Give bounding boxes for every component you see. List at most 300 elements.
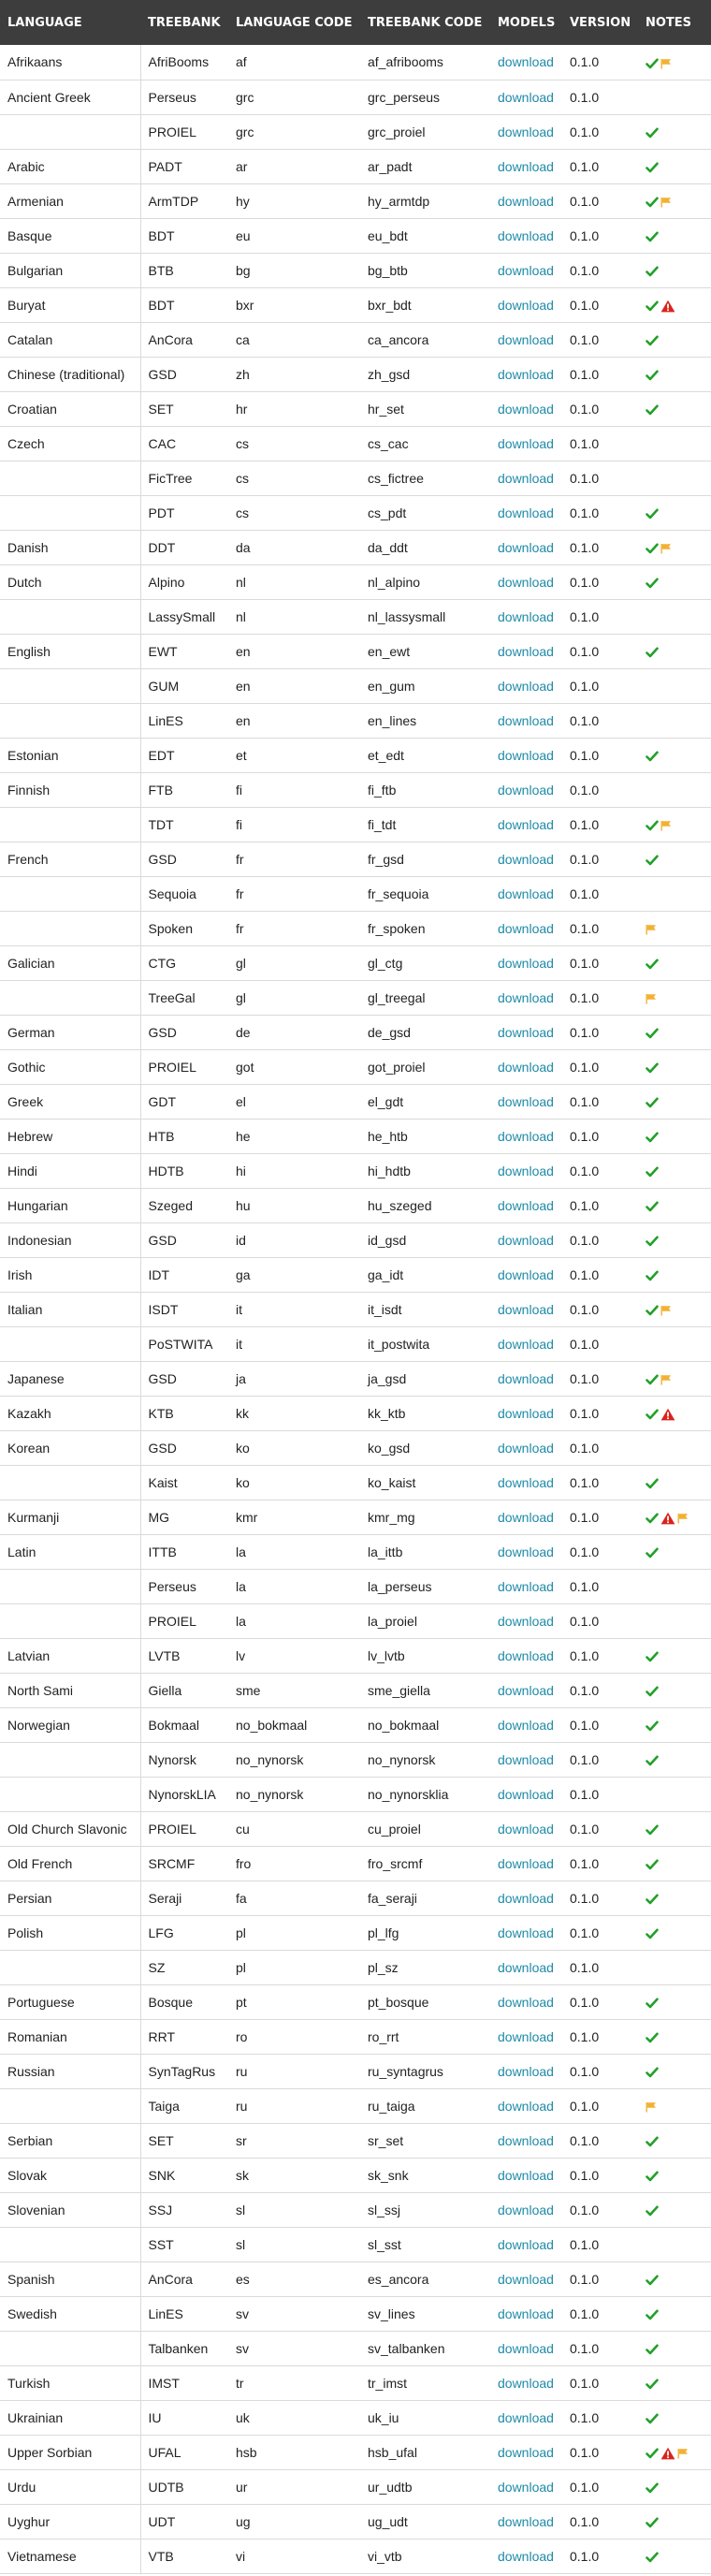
version-cell: 0.1.0 [570, 1717, 600, 1733]
version-cell: 0.1.0 [570, 816, 600, 832]
download-link[interactable]: download [498, 1751, 554, 1767]
language-code-cell: de [236, 1024, 251, 1040]
download-link[interactable]: download [498, 1509, 554, 1525]
treebank-cell: NynorskLIA [148, 1786, 216, 1802]
check-icon [646, 1302, 660, 1317]
download-link[interactable]: download [498, 1336, 554, 1352]
treebank-code-cell: kk_ktb [368, 1405, 406, 1421]
language-code-cell: grc [236, 124, 254, 139]
notes-cell [638, 1015, 711, 1049]
notes-cell [638, 1777, 711, 1811]
table-row [0, 2400, 711, 2435]
table-row [0, 1222, 711, 1257]
language-code-cell: ru [236, 2063, 248, 2079]
treebank-code-cell: af_afribooms [368, 54, 443, 70]
treebank-cell: Bosque [148, 1994, 193, 2010]
treebank-code-cell: bg_btb [368, 262, 408, 278]
language-cell: Slovenian [0, 2192, 140, 2227]
version-cell: 0.1.0 [570, 1994, 600, 2010]
language-code-cell: cu [236, 1821, 250, 1837]
download-link[interactable]: download [498, 574, 554, 590]
notes-cell [638, 564, 711, 599]
table-row [0, 1777, 711, 1811]
models-cell [490, 45, 562, 80]
download-link[interactable]: download [498, 2236, 554, 2252]
models-cell [490, 1603, 562, 1638]
language-cell: North Sami [0, 1673, 140, 1707]
download-link[interactable]: download [498, 2202, 554, 2217]
language-cell: Italian [0, 1292, 140, 1326]
check-icon [646, 1371, 660, 1386]
table-row [0, 1915, 711, 1950]
download-link[interactable]: download [498, 124, 554, 139]
treebank-cell: SSJ [148, 2202, 173, 2217]
version-cell: 0.1.0 [570, 1786, 600, 1802]
language-cell: Hungarian [0, 1188, 140, 1222]
notes-cell [638, 1188, 711, 1222]
treebank-cell: Giella [148, 1682, 182, 1698]
language-cell: Upper Sorbian [0, 2435, 140, 2469]
language-cell: Arabic [0, 149, 140, 183]
treebank-cell: KTB [148, 1405, 174, 1421]
warning-icon [660, 297, 677, 312]
models-cell [490, 1465, 562, 1500]
models-cell [490, 1015, 562, 1049]
download-link[interactable]: download [498, 1682, 554, 1698]
language-cell: Gothic [0, 1049, 140, 1084]
download-link[interactable]: download [498, 2098, 554, 2114]
version-cell: 0.1.0 [570, 1163, 600, 1178]
notes-cell [638, 495, 711, 530]
table-row [0, 2331, 711, 2365]
notes-cell [638, 1881, 711, 1915]
version-cell: 0.1.0 [570, 2548, 600, 2564]
treebank-cell: LinES [148, 2305, 183, 2321]
treebank-code-cell: sv_lines [368, 2305, 415, 2321]
treebank-cell: HDTB [148, 1163, 184, 1178]
table-row [0, 1707, 711, 1742]
table-row [0, 2539, 711, 2573]
treebank-cell: HTB [148, 1128, 175, 1144]
version-cell: 0.1.0 [570, 1370, 600, 1386]
language-cell [0, 911, 140, 945]
treebank-code-cell: en_ewt [368, 643, 411, 659]
download-link[interactable]: download [498, 2305, 554, 2321]
treebank-cell: SET [148, 401, 174, 417]
treebank-cell: SZ [148, 1959, 166, 1975]
treebank-code-cell: sme_giella [368, 1682, 430, 1698]
download-link[interactable]: download [498, 193, 554, 209]
models-cell [490, 461, 562, 495]
download-link[interactable]: download [498, 2063, 554, 2079]
treebank-code-cell: sr_set [368, 2132, 404, 2148]
notes-cell [638, 599, 711, 634]
notes-cell [638, 772, 711, 807]
version-cell: 0.1.0 [570, 2479, 600, 2495]
download-link[interactable]: download [498, 2548, 554, 2564]
download-link[interactable]: download [498, 401, 554, 417]
notes-cell [638, 391, 711, 426]
notes-cell [638, 1396, 711, 1430]
treebank-code-cell: gl_treegal [368, 989, 426, 1005]
treebank-code-cell: no_nynorsklia [368, 1786, 449, 1802]
table-header [0, 0, 711, 45]
check-icon [646, 1233, 660, 1248]
table-row [0, 495, 711, 530]
download-link[interactable]: download [498, 955, 554, 971]
download-link[interactable]: download [498, 1301, 554, 1317]
treebank-cell: Perseus [148, 1578, 196, 1594]
download-link[interactable]: download [498, 366, 554, 382]
table-row [0, 945, 711, 980]
download-link[interactable]: download [498, 2375, 554, 2391]
version-cell: 0.1.0 [570, 2409, 600, 2425]
check-icon [646, 540, 660, 555]
check-icon [646, 1752, 660, 1767]
download-link[interactable]: download [498, 1474, 554, 1490]
treebank-code-cell: tr_imst [368, 2375, 407, 2391]
download-link[interactable]: download [498, 1059, 554, 1075]
models-cell [490, 772, 562, 807]
language-code-cell: af [236, 54, 247, 70]
models-cell [490, 253, 562, 287]
language-cell: Polish [0, 1915, 140, 1950]
download-link[interactable]: download [498, 1717, 554, 1733]
language-cell: Kurmanji [0, 1500, 140, 1534]
table-row [0, 1603, 711, 1638]
download-link[interactable]: download [498, 920, 554, 936]
download-link[interactable]: download [498, 331, 554, 347]
table-row [0, 287, 711, 322]
download-link[interactable]: download [498, 158, 554, 174]
notes-cell [638, 287, 711, 322]
download-link[interactable]: download [498, 816, 554, 832]
download-link[interactable]: download [498, 297, 554, 313]
language-cell: Turkish [0, 2365, 140, 2400]
notes-cell [638, 2227, 711, 2261]
notes-cell [638, 2054, 711, 2088]
download-link[interactable]: download [498, 1405, 554, 1421]
notes-cell [638, 461, 711, 495]
download-link[interactable]: download [498, 2444, 554, 2460]
table-row [0, 2261, 711, 2296]
models-cell [490, 1292, 562, 1326]
treebank-code-cell: es_ancora [368, 2271, 429, 2287]
download-link[interactable]: download [498, 1440, 554, 1456]
models-cell [490, 1638, 562, 1673]
treebank-code-cell: fi_ftb [368, 782, 397, 798]
models-cell [490, 1396, 562, 1430]
download-link[interactable]: download [498, 470, 554, 486]
language-cell: Bulgarian [0, 253, 140, 287]
language-code-cell: he [236, 1128, 251, 1144]
download-link[interactable]: download [498, 2167, 554, 2183]
language-cell: Norwegian [0, 1707, 140, 1742]
treebank-cell: AnCora [148, 2271, 193, 2287]
download-link[interactable]: download [498, 782, 554, 798]
table-row [0, 1119, 711, 1153]
language-cell: Old Church Slavonic [0, 1811, 140, 1846]
treebank-cell: Seraji [148, 1890, 182, 1906]
treebank-code-cell: kmr_mg [368, 1509, 415, 1525]
version-cell: 0.1.0 [570, 1821, 600, 1837]
language-code-cell: sr [236, 2132, 247, 2148]
treebank-cell: PROIEL [148, 124, 196, 139]
language-code-cell: no_nynorsk [236, 1786, 304, 1802]
language-code-cell: id [236, 1232, 246, 1248]
models-cell [490, 2504, 562, 2539]
notes-cell [638, 2192, 711, 2227]
language-cell: German [0, 1015, 140, 1049]
models-cell [490, 1361, 562, 1396]
treebank-code-cell: pt_bosque [368, 1994, 429, 2010]
treebank-cell: MG [148, 1509, 170, 1525]
models-cell [490, 876, 562, 911]
notes-cell [638, 45, 711, 80]
language-cell: Croatian [0, 391, 140, 426]
version-cell: 0.1.0 [570, 2340, 600, 2356]
treebank-code-cell: it_isdt [368, 1301, 402, 1317]
treebank-cell: GSD [148, 1440, 177, 1456]
language-cell [0, 668, 140, 703]
models-cell [490, 911, 562, 945]
treebank-cell: ArmTDP [148, 193, 199, 209]
treebank-cell: LassySmall [148, 608, 216, 624]
language-cell: Persian [0, 1881, 140, 1915]
table-row [0, 772, 711, 807]
language-code-cell: hr [236, 401, 248, 417]
notes-cell [638, 1846, 711, 1881]
version-cell: 0.1.0 [570, 435, 600, 451]
flag-icon [660, 194, 674, 209]
download-link[interactable]: download [498, 1163, 554, 1178]
treebank-cell: PROIEL [148, 1059, 196, 1075]
flag-icon [677, 2444, 690, 2459]
table-row [0, 2088, 711, 2123]
check-icon [646, 54, 660, 69]
check-icon [646, 1267, 660, 1282]
header-treebank: TREEBANK [148, 15, 221, 30]
table-row [0, 1015, 711, 1049]
treebank-code-cell: en_lines [368, 712, 417, 728]
notes-cell [638, 80, 711, 114]
download-link[interactable]: download [498, 886, 554, 901]
table-row [0, 2365, 711, 2400]
treebank-cell: ISDT [148, 1301, 179, 1317]
download-link[interactable]: download [498, 1128, 554, 1144]
download-link[interactable]: download [498, 1024, 554, 1040]
download-link[interactable]: download [498, 2028, 554, 2044]
check-icon [646, 2306, 660, 2321]
models-cell [490, 495, 562, 530]
version-cell: 0.1.0 [570, 505, 600, 520]
check-icon [646, 402, 660, 417]
check-icon [646, 2341, 660, 2356]
table-row [0, 2123, 711, 2158]
treebank-code-cell: ro_rrt [368, 2028, 399, 2044]
version-cell: 0.1.0 [570, 2098, 600, 2114]
flag-icon [660, 540, 674, 555]
treebank-cell: IDT [148, 1266, 170, 1282]
table-row [0, 911, 711, 945]
treebank-code-cell: fi_tdt [368, 816, 397, 832]
treebank-code-cell: ca_ancora [368, 331, 429, 347]
check-icon [646, 2514, 660, 2529]
models-cell [490, 530, 562, 564]
download-link[interactable]: download [498, 89, 554, 105]
language-code-cell: sl [236, 2202, 246, 2217]
check-icon [646, 2480, 660, 2495]
table-row [0, 1742, 711, 1777]
download-link[interactable]: download [498, 643, 554, 659]
language-code-cell: sk [236, 2167, 249, 2183]
models-cell [490, 1500, 562, 1534]
download-link[interactable]: download [498, 1093, 554, 1109]
download-link[interactable]: download [498, 2409, 554, 2425]
download-link[interactable]: download [498, 227, 554, 243]
table-row [0, 2158, 711, 2192]
language-code-cell: da [236, 539, 251, 555]
flag-icon [660, 1371, 674, 1386]
download-link[interactable]: download [498, 2132, 554, 2148]
language-cell: Irish [0, 1257, 140, 1292]
notes-cell [638, 1292, 711, 1326]
download-link[interactable]: download [498, 1821, 554, 1837]
models-cell [490, 1257, 562, 1292]
download-link[interactable]: download [498, 712, 554, 728]
language-cell: Estonian [0, 738, 140, 772]
download-link[interactable]: download [498, 1613, 554, 1629]
treebank-cell: GUM [148, 678, 180, 694]
version-cell: 0.1.0 [570, 989, 600, 1005]
language-code-cell: pl [236, 1925, 246, 1940]
table-row [0, 1084, 711, 1119]
treebank-cell: GSD [148, 366, 177, 382]
check-icon [646, 159, 660, 174]
treebank-cell: PADT [148, 158, 182, 174]
models-cell [490, 149, 562, 183]
table-row [0, 2504, 711, 2539]
language-cell: Vietnamese [0, 2539, 140, 2573]
models-cell [490, 1222, 562, 1257]
treebank-cell: GSD [148, 1370, 177, 1386]
download-link[interactable]: download [498, 1266, 554, 1282]
download-link[interactable]: download [498, 747, 554, 763]
download-link[interactable]: download [498, 1370, 554, 1386]
treebank-cell: AfriBooms [148, 54, 210, 70]
flag-icon [646, 2099, 659, 2114]
download-link[interactable]: download [498, 2513, 554, 2529]
language-code-cell: hu [236, 1197, 251, 1213]
check-icon [646, 2203, 660, 2217]
language-code-cell: lv [236, 1647, 246, 1663]
treebank-cell: PROIEL [148, 1821, 196, 1837]
download-link[interactable]: download [498, 54, 554, 70]
models-cell [490, 1846, 562, 1881]
language-code-cell: sv [236, 2305, 249, 2321]
table-row [0, 842, 711, 876]
language-code-cell: sv [236, 2340, 249, 2356]
language-cell [0, 807, 140, 842]
table-row [0, 1811, 711, 1846]
language-code-cell: ca [236, 331, 250, 347]
language-code-cell: it [236, 1301, 242, 1317]
check-icon [646, 124, 660, 139]
download-link[interactable]: download [498, 2479, 554, 2495]
models-cell [490, 2365, 562, 2400]
table-row [0, 357, 711, 391]
table-row [0, 1534, 711, 1569]
language-cell: Old French [0, 1846, 140, 1881]
treebank-code-cell: it_postwita [368, 1336, 430, 1352]
download-link[interactable]: download [498, 2271, 554, 2287]
treebank-code-cell: sk_snk [368, 2167, 409, 2183]
version-cell: 0.1.0 [570, 1474, 600, 1490]
download-link[interactable]: download [498, 1544, 554, 1559]
download-link[interactable]: download [498, 2340, 554, 2356]
models-cell [490, 2539, 562, 2573]
language-cell [0, 703, 140, 738]
download-link[interactable]: download [498, 608, 554, 624]
version-cell: 0.1.0 [570, 366, 600, 382]
download-link[interactable]: download [498, 1232, 554, 1248]
models-cell [490, 1707, 562, 1742]
download-link[interactable]: download [498, 1855, 554, 1871]
treebank-code-cell: hu_szeged [368, 1197, 432, 1213]
treebank-code-cell: eu_bdt [368, 227, 408, 243]
version-cell: 0.1.0 [570, 1509, 600, 1525]
download-link[interactable]: download [498, 1890, 554, 1906]
version-cell: 0.1.0 [570, 1890, 600, 1906]
download-link[interactable]: download [498, 989, 554, 1005]
notes-cell [638, 945, 711, 980]
download-link[interactable]: download [498, 678, 554, 694]
download-link[interactable]: download [498, 1786, 554, 1802]
download-link[interactable]: download [498, 1197, 554, 1213]
download-link[interactable]: download [498, 435, 554, 451]
treebank-code-cell: hi_hdtb [368, 1163, 411, 1178]
download-link[interactable]: download [498, 539, 554, 555]
version-cell: 0.1.0 [570, 124, 600, 139]
download-link[interactable]: download [498, 1925, 554, 1940]
header-models: MODELS [498, 15, 556, 30]
version-cell: 0.1.0 [570, 539, 600, 555]
language-cell [0, 1950, 140, 1984]
table-body [0, 45, 711, 2573]
download-link[interactable]: download [498, 851, 554, 867]
version-cell: 0.1.0 [570, 470, 600, 486]
table-row [0, 1950, 711, 1984]
version-cell: 0.1.0 [570, 1682, 600, 1698]
treebank-cell: Perseus [148, 89, 196, 105]
notes-cell [638, 253, 711, 287]
version-cell: 0.1.0 [570, 955, 600, 971]
treebank-code-cell: hsb_ufal [368, 2444, 417, 2460]
download-link[interactable]: download [498, 1994, 554, 2010]
treebank-cell: Nynorsk [148, 1751, 196, 1767]
treebank-code-cell: cs_fictree [368, 470, 424, 486]
models-cell [490, 287, 562, 322]
download-link[interactable]: download [498, 1647, 554, 1663]
download-link[interactable]: download [498, 505, 554, 520]
version-cell: 0.1.0 [570, 1855, 600, 1871]
version-cell: 0.1.0 [570, 2028, 600, 2044]
download-link[interactable]: download [498, 262, 554, 278]
models-cell [490, 980, 562, 1015]
treebank-code-cell: he_htb [368, 1128, 408, 1144]
download-link[interactable]: download [498, 1578, 554, 1594]
download-link[interactable]: download [498, 1959, 554, 1975]
